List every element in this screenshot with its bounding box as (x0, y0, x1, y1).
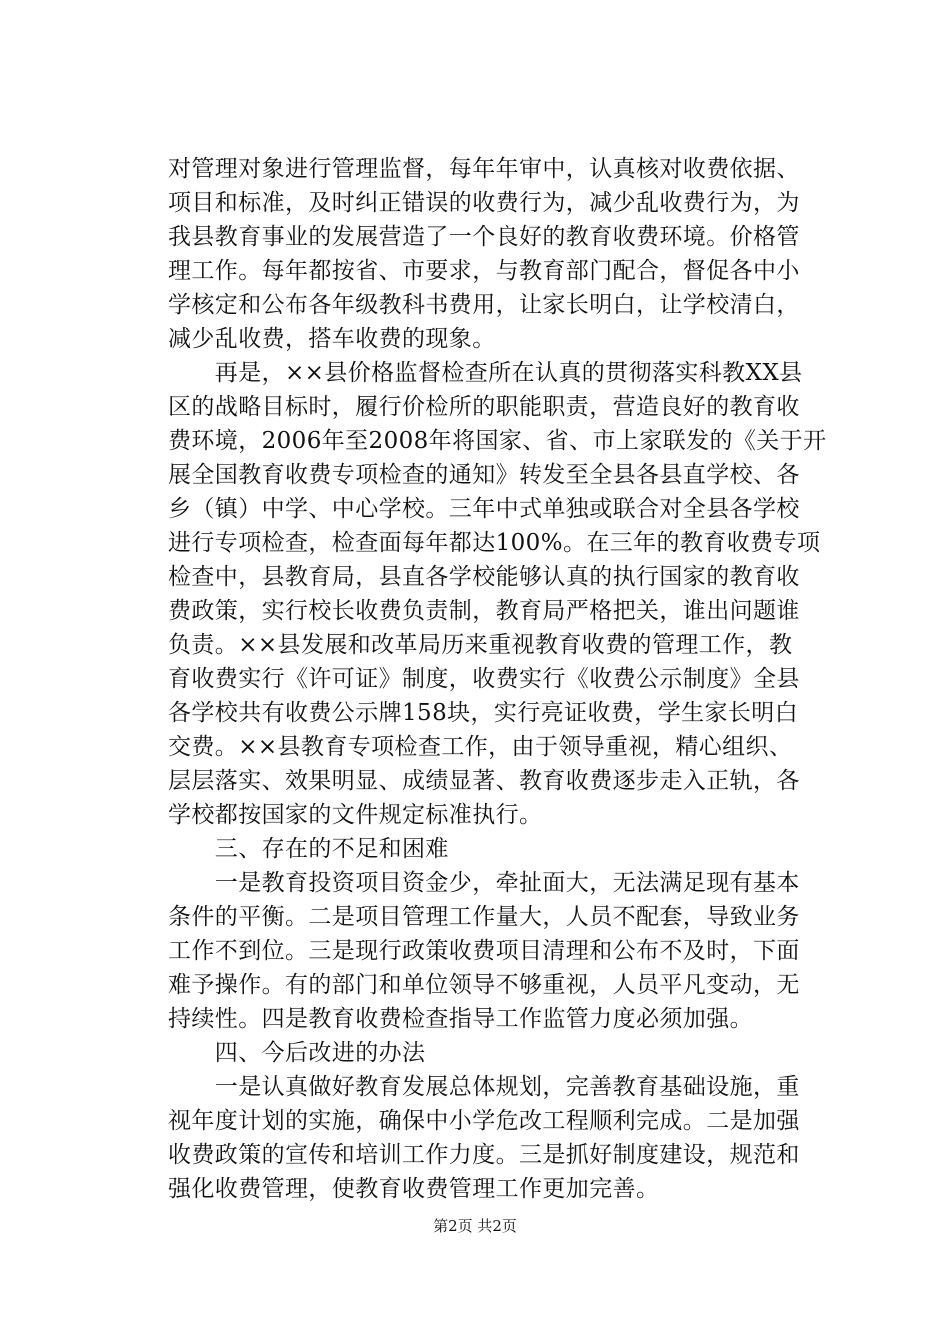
text-line: 进行专项检查，检查面每年都达100%。在三年的教育收费专项 (168, 530, 821, 556)
page-footer: 第2页 共2页 (433, 1217, 517, 1235)
body-text (168, 152, 827, 1206)
text-line: 费环境，2006年至2008年将国家、省、市上家联发的《关于开 (168, 428, 827, 454)
text-line: 再是，××县价格监督检查所在认真的贯彻落实科教XX县 (168, 360, 803, 386)
text-line: 理工作。每年都按省、市要求，与教育部门配合，督促各中小 (168, 258, 800, 284)
text-line: 育收费实行《许可证》制度，收费实行《收费公示制度》全县 (168, 666, 800, 692)
text-line: 学校都按国家的文件规定标准执行。 (168, 802, 543, 828)
section-heading: 四、今后改进的办法 (168, 1040, 426, 1066)
text-line: 费政策，实行校长收费负责制，教育局严格把关，谁出问题谁 (168, 598, 800, 624)
text-line: 持续性。四是教育收费检查指导工作监管力度必须加强。 (168, 1006, 753, 1032)
text-line: 工作不到位。三是现行政策收费项目清理和公布不及时，下面 (168, 938, 800, 964)
text-line: 减少乱收费，搭车收费的现象。 (168, 326, 496, 352)
text-line: 我县教育事业的发展营造了一个良好的教育收费环境。价格管 (168, 224, 800, 250)
text-line: 一是教育投资项目资金少，牵扯面大，无法满足现有基本 (168, 870, 800, 896)
text-line: 条件的平衡。二是项目管理工作量大，人员不配套，导致业务 (168, 904, 800, 930)
text-line: 难予操作。有的部门和单位领导不够重视，人员平凡变动，无 (168, 972, 800, 998)
section-heading: 三、存在的不足和困难 (168, 836, 449, 862)
text-line: 对管理对象进行管理监督，每年年审中，认真核对收费依据、 (168, 156, 800, 182)
text-line: 展全国教育收费专项检查的通知》转发至全县各县直学校、各 (168, 462, 800, 488)
text-line: 学核定和公布各年级教科书费用，让家长明白，让学校清白， (168, 292, 800, 318)
text-line: 区的战略目标时，履行价检所的职能职责，营造良好的教育收 (168, 394, 800, 420)
text-line: 一是认真做好教育发展总体规划，完善教育基础设施，重 (168, 1074, 800, 1100)
text-line: 视年度计划的实施，确保中小学危改工程顺利完成。二是加强 (168, 1108, 800, 1134)
text-line: 强化收费管理，使教育收费管理工作更加完善。 (168, 1176, 660, 1202)
text-line: 检查中，县教育局，县直各学校能够认真的执行国家的教育收 (168, 564, 800, 590)
text-line: 乡（镇）中学、中心学校。三年中式单独或联合对全县各学校 (168, 496, 800, 522)
text-line: 项目和标准，及时纠正错误的收费行为，减少乱收费行为，为 (168, 190, 800, 216)
text-line: 层层落实、效果明显、成绩显著、教育收费逐步走入正轨，各 (168, 768, 800, 794)
text-line: 收费政策的宣传和培训工作力度。三是抓好制度建设，规范和 (168, 1142, 800, 1168)
text-line: 负责。××县发展和改革局历来重视教育收费的管理工作，教 (168, 632, 793, 658)
text-line: 交费。××县教育专项检查工作，由于领导重视，精心组织、 (168, 734, 793, 760)
text-line: 各学校共有收费公示牌158块，实行亮证收费，学生家长明白 (168, 700, 799, 726)
